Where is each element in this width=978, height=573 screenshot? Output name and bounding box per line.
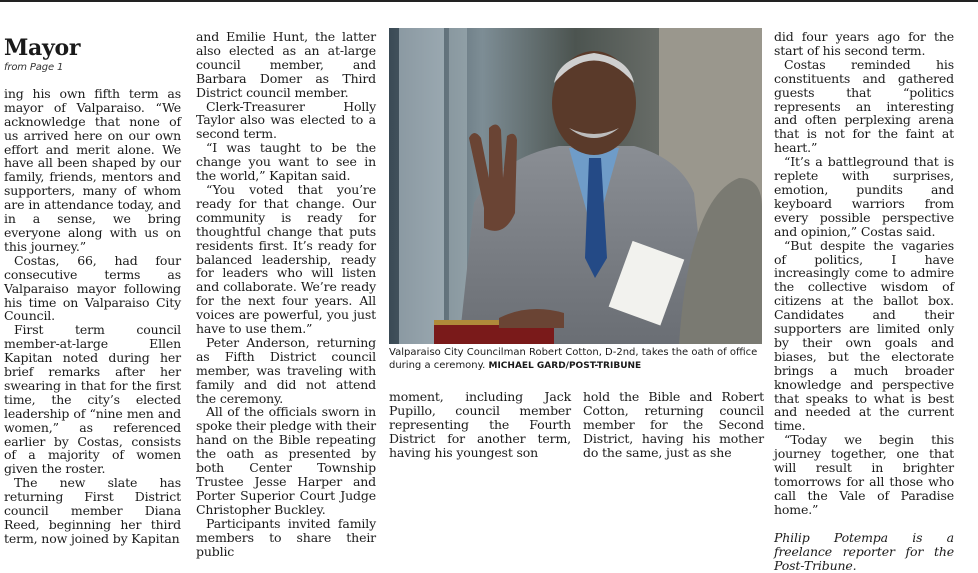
paragraph: Participants invited family members to share their public [196,515,376,559]
article-column-2 [196,30,376,558]
paragraph: Costas reminded his constituents and gathered guests that “politics represents an interesting and often perplexing arena that is not for the faint at heart.” [774,56,954,156]
author-signoff: Philip Potempa is a freelance reporter for the Post-Tribune. [774,529,954,573]
paragraph: moment, including Jack Pupillo, council member representing the Fourth District for another term, having his youngest son [389,389,571,460]
caption-text: Valparaiso City Councilman Robert Cotton, D-2nd, takes the oath of office during a ceremony. [389,347,758,371]
top-rule [0,0,978,2]
paragraph: “Today we begin this journey together, one that will result in brighter tomorrows for all those who call the Vale of Paradise home.” [774,432,954,517]
paragraph: hold the Bible and Robert Cotton, returning council member for the Second District, having his mother do the same, just as she [583,389,764,460]
paragraph: did four years ago for the start of his second term. [774,29,954,58]
paragraph: “You voted that you’re ready for that change. Our community is ready for thoughtful change that puts residents first. It’s ready for balanced leadership, ready for leaders who will listen and collaborate. We’re ready for the next four years. All voices are powerful, you just have to use them.” [196,181,376,337]
paragraph: “I was taught to be the change you want to see in the world,” Kapitan said. [196,140,376,184]
paragraph: The new slate has returning First District council member Diana Reed, beginning her third term, now joined by Kapitan [4,475,181,546]
article-column-5 [774,30,954,572]
article-column-4 [583,390,764,460]
paragraph: ing his own fifth term as mayor of Valparaiso. “We acknowledge that none of us arrived here on our own effort and merit alone. We have all been shaped by our family, friends, mentors and supporters, many of whom are in attendance today, and in a sense, we bring everyone along with us on this journey.” [4,85,181,254]
jump-line: from Page 1 [4,62,64,73]
paragraph: Clerk-Treasurer Holly Taylor also was elected to a second term. [196,98,376,142]
article-column-3 [389,390,571,460]
oath-ceremony-photo [389,28,762,344]
article-column-1 [4,32,181,546]
paragraph: “But despite the vagaries of politics, I have increasingly come to admire the collective wisdom of citizens at the ballot box. Candidates and their supporters are limited only by their own goals and biases, but the electorate brings a much broader knowledge and perspective that speaks to what is best and needed at the current time. [774,237,954,434]
paragraph: “It’s a battleground that is replete with surprises, emotion, pundits and keyboard warriors from every possible perspective and opinion,” Costas said. [774,154,954,239]
paragraph: Peter Anderson, returning as Fifth District council member, was traveling with family and did not attend the ceremony. [196,334,376,406]
news-photo [389,28,762,344]
photo-caption [389,346,764,373]
photo-credit: MICHAEL GARD/POST-TRIBUNE [488,361,642,371]
paragraph: All of the officials sworn in spoke their pledge with their hand on the Bible repeating the oath as presented by both Center Township Trustee Jesse Harper and Porter Superior Court Judge Christopher Buckley. [196,404,376,517]
headline: Mayor [4,35,81,61]
paragraph: and Emilie Hunt, the latter also elected as an at-large council member, and Barbara Domer as Third District council member. [196,29,376,100]
paragraph: Costas, 66, had four consecutive terms as Valparaiso mayor following his time on Valparaiso City Council. [4,252,181,324]
paragraph: First term council member-at-large Ellen Kapitan noted during her brief remarks after her swearing in that for the first time, the city’s elected leadership of “nine men and women,” as referenced earlier by Costas, consists of a majority of women given the roster. [4,322,181,477]
